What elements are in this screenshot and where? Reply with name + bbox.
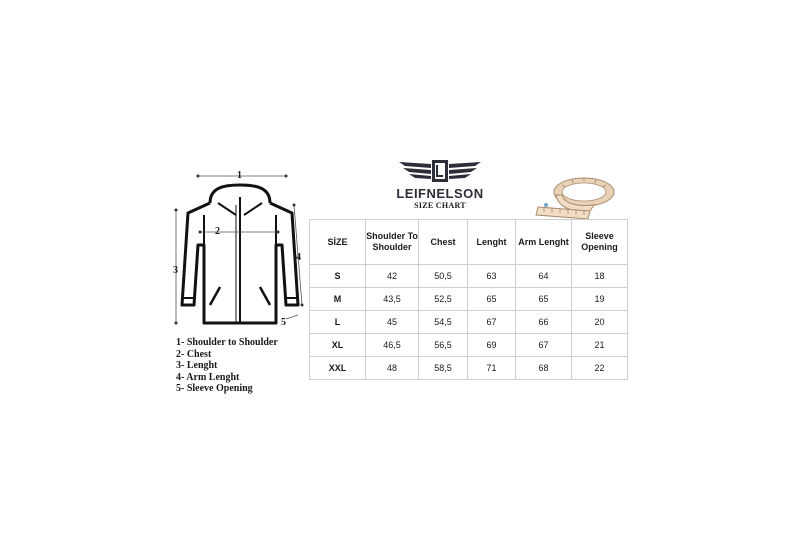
measure-label-5: 5 [281,317,286,328]
table-cell: 67 [516,334,572,357]
table-cell: 43,5 [366,288,419,311]
table-cell: 65 [516,288,572,311]
brand-name: LEIFNELSON [396,186,484,201]
table-cell: 42 [366,265,419,288]
size-cell: XXL [310,357,366,380]
brand-logo [395,158,485,216]
tape-measure-image [532,167,622,227]
header-length: Lenght [468,220,516,265]
legend-item: 1- Shoulder to Shoulder [176,337,278,348]
table-cell: 52,5 [419,288,468,311]
table-cell: 58,5 [419,357,468,380]
table-row [310,288,628,311]
measurement-legend [176,337,316,395]
size-chart-table [309,219,628,380]
table-row [310,311,628,334]
measure-label-3: 3 [173,265,178,276]
table-cell: 64 [516,265,572,288]
table-cell: 54,5 [419,311,468,334]
size-cell: L [310,311,366,334]
table-row [310,334,628,357]
size-cell: S [310,265,366,288]
table-cell: 48 [366,357,419,380]
size-cell: XL [310,334,366,357]
header-size: SİZE [310,220,366,265]
header-arm-length: Arm Lenght [516,220,572,265]
table-cell: 69 [468,334,516,357]
table-cell: 45 [366,311,419,334]
header-sleeve-opening: Sleeve Opening [572,220,628,265]
jacket-diagram [170,165,305,330]
table-cell: 21 [572,334,628,357]
table-cell: 19 [572,288,628,311]
header-shoulder: Shoulder To Shoulder [366,220,419,265]
table-cell: 22 [572,357,628,380]
header-chest: Chest [419,220,468,265]
measure-label-2: 2 [215,226,220,237]
legend-item: 4- Arm Lenght [176,371,240,383]
table-row [310,265,628,288]
table-cell: 63 [468,265,516,288]
jacket-outline-icon [170,165,305,330]
table-cell: 66 [516,311,572,334]
legend-item: 2- Chest [176,348,212,360]
measure-label-4: 4 [296,252,301,263]
table-cell: 18 [572,265,628,288]
table-cell: 50,5 [419,265,468,288]
table-cell: 20 [572,311,628,334]
size-chart-title: SIZE CHART [414,201,466,210]
table-row [310,357,628,380]
table-cell: 56,5 [419,334,468,357]
table-header-row [310,220,628,265]
table-cell: 65 [468,288,516,311]
table-cell: 68 [516,357,572,380]
measure-label-1: 1 [237,170,242,181]
legend-item: 3- Lenght [176,360,218,371]
table-cell: 46,5 [366,334,419,357]
legend-item: 5- Sleeve Opening [176,383,253,394]
tape-measure-icon [532,167,622,227]
table-cell: 71 [468,357,516,380]
table-cell: 67 [468,311,516,334]
winged-emblem-icon [395,158,485,186]
size-cell: M [310,288,366,311]
